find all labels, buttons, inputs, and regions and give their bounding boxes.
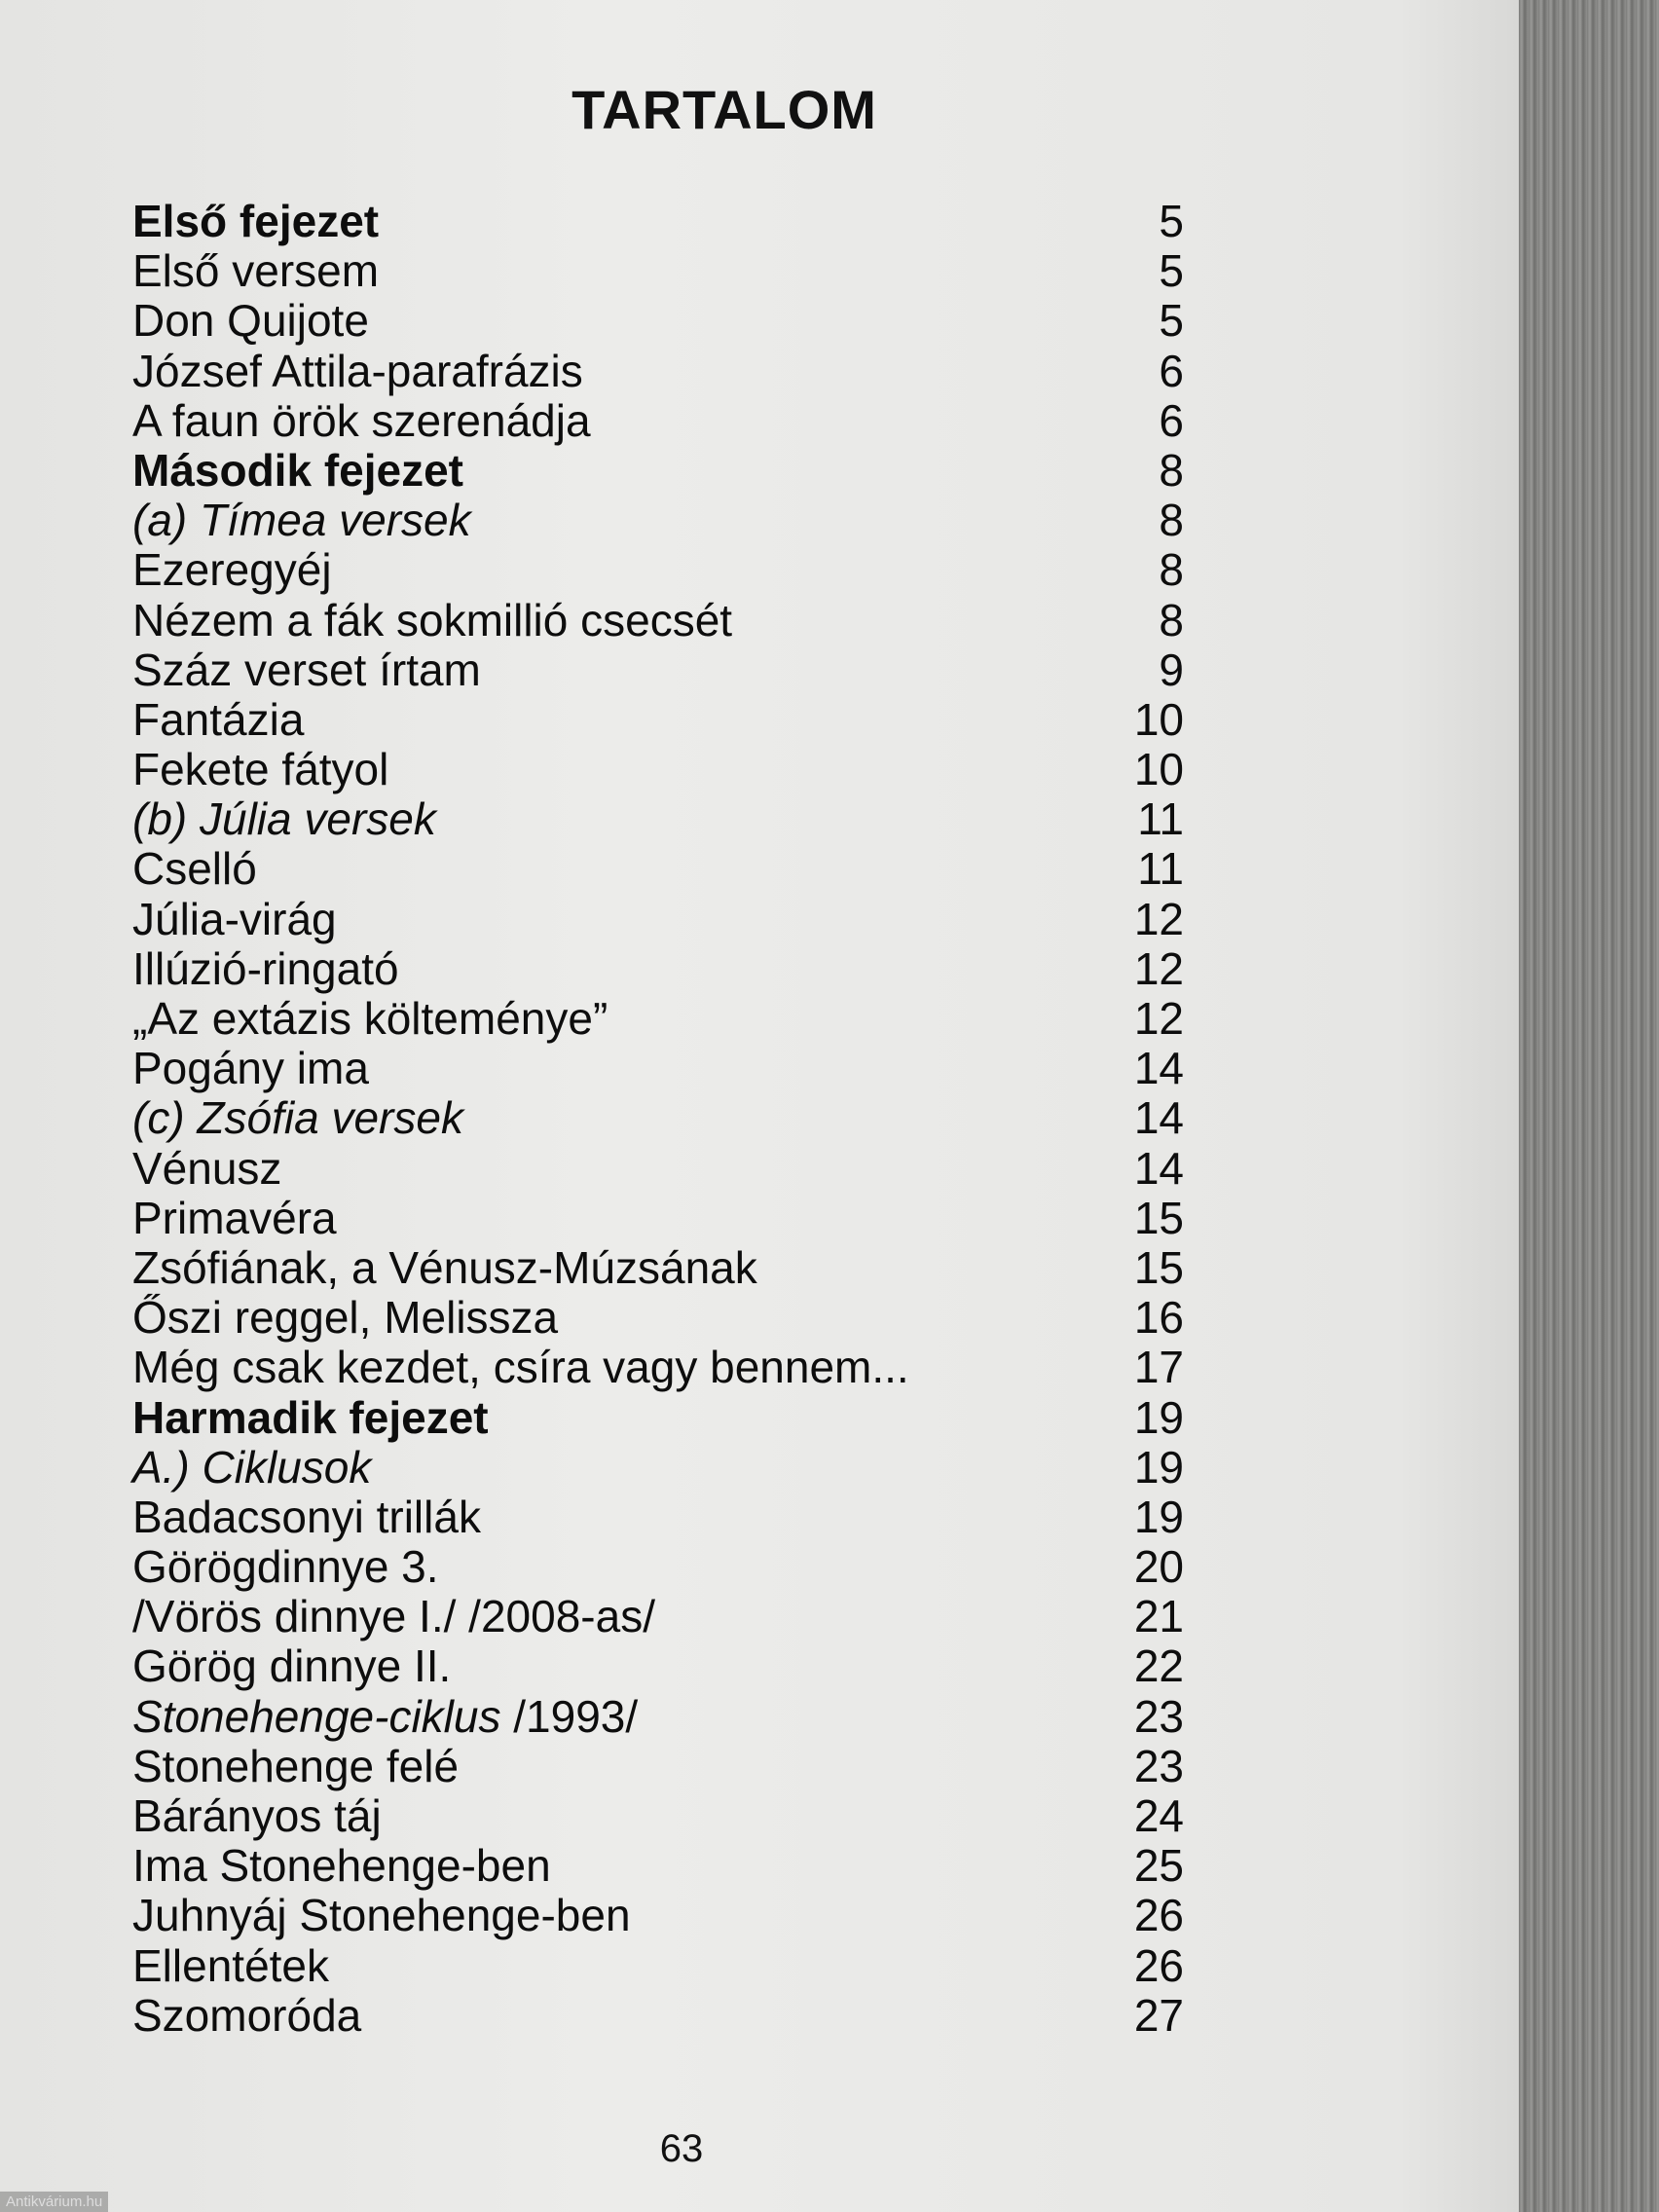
toc-entry-title: Ezeregyéj bbox=[132, 544, 332, 596]
toc-entry-page: 23 bbox=[1133, 1690, 1184, 1742]
toc-entry bbox=[132, 1941, 1184, 1991]
toc-entry-title: Illúzió-ringató bbox=[132, 942, 399, 994]
toc-entry bbox=[132, 1293, 1184, 1343]
toc-entry-page: 27 bbox=[1133, 1989, 1184, 2041]
toc-entry-title: Fantázia bbox=[132, 693, 305, 745]
toc-entry-title: Harmadik fejezet bbox=[132, 1391, 489, 1443]
toc-entry-title: Bárányos táj bbox=[132, 1790, 382, 1841]
toc-entry-title: Don Quijote bbox=[132, 295, 369, 347]
toc-entry-page: 14 bbox=[1133, 1142, 1184, 1194]
toc-entry-page: 8 bbox=[1159, 544, 1184, 596]
toc-entry-page: 6 bbox=[1159, 345, 1184, 396]
toc-entry-title: Primavéra bbox=[132, 1192, 337, 1243]
toc-entry-page: 12 bbox=[1133, 993, 1184, 1044]
toc-entry-title: Cselló bbox=[132, 843, 257, 895]
watermark: Antikvárium.hu bbox=[0, 2192, 108, 2212]
toc-entry-title: (a) Tímea versek bbox=[132, 495, 471, 546]
toc-entry-page: 23 bbox=[1133, 1740, 1184, 1791]
table-of-contents bbox=[132, 197, 1184, 2041]
page-number: 63 bbox=[659, 2127, 704, 2170]
toc-entry bbox=[132, 1891, 1184, 1940]
toc-entry bbox=[132, 944, 1184, 994]
toc-entry-title: Pogány ima bbox=[132, 1043, 369, 1094]
toc-entry bbox=[132, 1194, 1184, 1243]
toc-entry bbox=[132, 1641, 1184, 1691]
toc-entry bbox=[132, 197, 1184, 246]
toc-entry-page: 15 bbox=[1133, 1192, 1184, 1243]
toc-entry-page: 20 bbox=[1133, 1541, 1184, 1593]
toc-entry bbox=[132, 895, 1184, 944]
toc-entry-title: Görögdinnye 3. bbox=[132, 1541, 439, 1593]
toc-entry-title: Első fejezet bbox=[132, 196, 380, 246]
toc-entry bbox=[132, 695, 1184, 745]
toc-entry bbox=[132, 1044, 1184, 1093]
toc-entry-page: 5 bbox=[1159, 245, 1184, 297]
toc-entry-page: 8 bbox=[1159, 495, 1184, 546]
toc-entry bbox=[132, 545, 1184, 595]
toc-entry-title: Második fejezet bbox=[132, 444, 463, 496]
toc-entry-title: Vénusz bbox=[132, 1142, 282, 1194]
toc-entry bbox=[132, 1093, 1184, 1143]
toc-entry-title: Fekete fátyol bbox=[132, 744, 389, 795]
toc-entry bbox=[132, 1841, 1184, 1891]
toc-entry-title: (b) Júlia versek bbox=[132, 793, 436, 845]
toc-entry-title: A faun örök szerenádja bbox=[132, 394, 591, 446]
toc-entry bbox=[132, 446, 1184, 496]
toc-entry-page: 12 bbox=[1133, 893, 1184, 944]
toc-entry bbox=[132, 1493, 1184, 1542]
toc-entry-page: 21 bbox=[1133, 1591, 1184, 1642]
toc-entry-page: 26 bbox=[1133, 1890, 1184, 1941]
toc-entry-page: 24 bbox=[1133, 1790, 1184, 1841]
toc-entry-title: „Az extázis költeménye” bbox=[132, 993, 608, 1044]
toc-entry-title: Görög dinnye II. bbox=[132, 1641, 452, 1692]
toc-entry bbox=[132, 1443, 1184, 1493]
page-title: TARTALOM bbox=[571, 79, 877, 140]
toc-entry-page: 25 bbox=[1133, 1840, 1184, 1892]
toc-entry-page: 15 bbox=[1133, 1241, 1184, 1293]
toc-entry-title: /Vörös dinnye I./ /2008-as/ bbox=[132, 1591, 655, 1642]
toc-entry-page: 22 bbox=[1133, 1641, 1184, 1692]
toc-entry-page: 17 bbox=[1133, 1342, 1184, 1393]
toc-entry-page: 10 bbox=[1133, 693, 1184, 745]
toc-entry-page: 9 bbox=[1159, 644, 1184, 695]
toc-entry bbox=[132, 1692, 1184, 1742]
toc-entry-page: 26 bbox=[1133, 1939, 1184, 1991]
toc-entry-title: Szomoróda bbox=[132, 1989, 362, 2041]
toc-entry bbox=[132, 296, 1184, 346]
toc-entry-title-italic: Stonehenge-ciklus bbox=[132, 1690, 501, 1742]
toc-entry-page: 11 bbox=[1137, 843, 1184, 895]
toc-entry bbox=[132, 1742, 1184, 1791]
toc-entry-title: Ellentétek bbox=[132, 1939, 330, 1991]
toc-entry-page: 19 bbox=[1133, 1491, 1184, 1542]
toc-entry-title: Száz verset írtam bbox=[132, 644, 481, 695]
toc-entry-title: Badacsonyi trillák bbox=[132, 1491, 481, 1542]
toc-entry-title: A.) Ciklusok bbox=[132, 1441, 372, 1493]
toc-entry bbox=[132, 844, 1184, 894]
toc-entry bbox=[132, 347, 1184, 396]
toc-entry-page: 19 bbox=[1133, 1391, 1184, 1443]
toc-entry bbox=[132, 1791, 1184, 1841]
toc-entry-title: Ima Stonehenge-ben bbox=[132, 1840, 551, 1892]
toc-entry bbox=[132, 1343, 1184, 1392]
toc-entry bbox=[132, 794, 1184, 844]
toc-entry bbox=[132, 994, 1184, 1044]
toc-entry-page: 10 bbox=[1133, 744, 1184, 795]
toc-entry-title bbox=[132, 1692, 638, 1742]
toc-entry-page: 19 bbox=[1133, 1441, 1184, 1493]
toc-entry bbox=[132, 1592, 1184, 1641]
toc-entry-title: Zsófiának, a Vénusz-Múzsának bbox=[132, 1241, 757, 1293]
toc-entry-page: 5 bbox=[1159, 196, 1184, 246]
toc-entry-page: 5 bbox=[1159, 295, 1184, 347]
toc-entry-page: 11 bbox=[1137, 793, 1184, 845]
toc-entry-page: 6 bbox=[1159, 394, 1184, 446]
toc-entry bbox=[132, 396, 1184, 446]
toc-entry-title: Első versem bbox=[132, 245, 380, 297]
toc-entry bbox=[132, 745, 1184, 794]
toc-entry bbox=[132, 645, 1184, 695]
toc-entry bbox=[132, 1991, 1184, 2041]
toc-entry bbox=[132, 1542, 1184, 1592]
toc-entry bbox=[132, 1243, 1184, 1293]
toc-entry bbox=[132, 1393, 1184, 1443]
toc-entry-page: 16 bbox=[1133, 1292, 1184, 1344]
toc-entry-page: 14 bbox=[1133, 1092, 1184, 1144]
toc-entry-title: Még csak kezdet, csíra vagy bennem... bbox=[132, 1342, 909, 1393]
toc-entry-title: Juhnyáj Stonehenge-ben bbox=[132, 1890, 631, 1941]
book-spine bbox=[1519, 0, 1659, 2212]
toc-entry-title: Nézem a fák sokmillió csecsét bbox=[132, 594, 733, 645]
toc-entry-page: 14 bbox=[1133, 1043, 1184, 1094]
toc-entry-title: Stonehenge felé bbox=[132, 1740, 460, 1791]
toc-entry bbox=[132, 496, 1184, 545]
toc-entry bbox=[132, 246, 1184, 296]
toc-entry bbox=[132, 596, 1184, 645]
toc-entry bbox=[132, 1144, 1184, 1194]
toc-entry-title: József Attila-parafrázis bbox=[132, 345, 583, 396]
toc-entry-page: 8 bbox=[1159, 594, 1184, 645]
toc-entry-page: 8 bbox=[1159, 444, 1184, 496]
toc-entry-title-rest: /1993/ bbox=[500, 1690, 639, 1742]
toc-entry-title: Őszi reggel, Melissza bbox=[132, 1292, 559, 1344]
toc-entry-title: Júlia-virág bbox=[132, 893, 337, 944]
toc-entry-page: 12 bbox=[1133, 942, 1184, 994]
toc-entry-title: (c) Zsófia versek bbox=[132, 1092, 463, 1144]
